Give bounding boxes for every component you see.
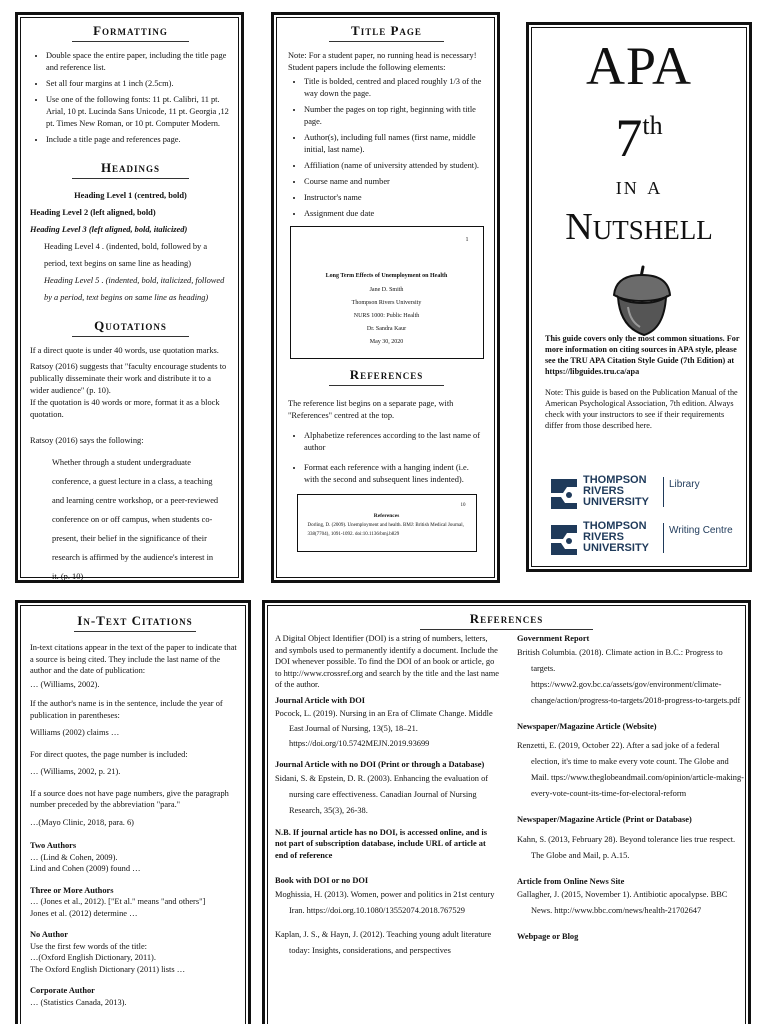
tru-logo-icon bbox=[549, 477, 579, 511]
heading-level-2: Heading Level 2 (left aligned, bold) bbox=[30, 208, 156, 217]
ref-subheading: Newspaper/Magazine Article (Website) bbox=[517, 721, 657, 731]
section-title-references: References bbox=[265, 611, 748, 630]
sample-paper-title: Long Term Effects of Unemployment on Health bbox=[325, 273, 448, 279]
ref-entry-book: Moghissia, H. (2013). Women, power and politics in 21st century Iran. https://doi.org.10.1080/13552074.2018.767529 bbox=[275, 889, 495, 915]
sample-title-page bbox=[290, 226, 484, 359]
quote-intro: Ratsoy (2016) says the following: bbox=[30, 436, 144, 445]
heading-level-1: Heading Level 1 (centred, bold) bbox=[74, 191, 187, 200]
section-title-quotations: Quotations bbox=[30, 318, 231, 337]
quote-rule-long: If the quotation is 40 words or more, format it as a block quotation. bbox=[30, 398, 220, 419]
in-text-rule: Use the first few words of the title: bbox=[30, 941, 147, 951]
section-title-references-side: References bbox=[288, 367, 485, 386]
in-text-subheading: No Author bbox=[30, 930, 68, 939]
in-text-example: … (Lind & Cohen, 2009). bbox=[30, 852, 118, 862]
heading-level-4: Heading Level 4 . (indented, bold, followed by a period, text begins on same line as heading) bbox=[44, 242, 208, 268]
in-text-body bbox=[30, 642, 240, 1008]
ref-subheading: Government Report bbox=[517, 634, 590, 643]
list-item: • Course name and number bbox=[304, 176, 485, 188]
in-text-rule: For direct quotes, the page number is included: bbox=[30, 749, 188, 759]
list-item: • Format each reference with a hanging indent (i.e. with the second and subsequent lines indented). bbox=[304, 462, 485, 486]
in-text-example: Lind and Cohen (2009) found … bbox=[30, 864, 141, 873]
cover-guide-text: This guide covers only the most common situations. For more information on citing sources in APA style, please see the TRU APA Citation Style Guide (7th Edition) at https://libguides.tru.ca/apa bbox=[545, 334, 740, 376]
ref-subheading: Journal Article with no DOI (Print or through a Database) bbox=[275, 760, 485, 769]
ref-subheading: Book with DOI or no DOI bbox=[275, 876, 369, 885]
ref-entry-print: Sidani, S. & Epstein, D. R. (2003). Enhancing the evaluation of nursing care effectiveness. Canadian Journal of Nursing Research, 35(3), 26-38. bbox=[275, 773, 489, 815]
ref-entry-book: Kaplan, J. S., & Hayn, J. (2012). Teaching young adult literature today: Insights, considerations, and perspectives bbox=[275, 929, 492, 955]
in-text-example: …(Oxford English Dictionary, 2011). bbox=[30, 953, 156, 962]
tru-library-logo bbox=[549, 475, 749, 515]
tru-logo-icon bbox=[549, 523, 579, 557]
in-text-subheading: Corporate Author bbox=[30, 986, 95, 995]
list-item: • Author(s), including full names (first name, middle initial, last name). bbox=[304, 132, 485, 156]
ref-entry-news-web: Renzetti, E. (2019, October 22). After a sad joke of a federal election, it's time to make every vote count. The Globe and Mail. ttps://www.theglobeandmail.com/opinion/article-making-every-vote-count-its-time-for-electoral-reform bbox=[517, 741, 744, 798]
ref-subheading: Newspaper/Magazine Article (Print or Database) bbox=[517, 815, 692, 824]
list-item: • Instructor's name bbox=[304, 192, 485, 204]
logo-unit-library: Library bbox=[669, 479, 700, 490]
panel-in-text bbox=[15, 600, 251, 1024]
formatting-list bbox=[30, 50, 231, 146]
doi-intro: A Digital Object Identifier (DOI) is a string of numbers, letters, and symbols used to permanently identify a document. Include the DOI whenever possible. To find the DOI of an book or article, go to http://www.crossref.org and search by the title and the last name of the author. bbox=[275, 634, 499, 689]
panel-references bbox=[262, 600, 751, 1024]
ref-subheading: Webpage or Blog bbox=[517, 932, 579, 941]
title-page-intro: Student papers include the following elements: bbox=[288, 63, 446, 72]
acorn-icon bbox=[602, 263, 682, 343]
sample-page-number: 1 bbox=[465, 237, 469, 243]
title-page-body bbox=[288, 50, 485, 220]
block-quotation: Whether through a student undergraduate conference, a guest lecture in a class, a teaching and learning centre workshop, or a peer-reviewed conference on or off campus, when students co-present, their belief in the significance of their research is affirmed by the audience's interest in it. (p. 10) bbox=[52, 458, 219, 581]
cover-nutshell: Nutshell bbox=[565, 206, 713, 248]
logo-line-1: THOMPSON bbox=[583, 520, 647, 532]
in-text-subheading: Two Authors bbox=[30, 841, 77, 850]
in-text-example: The Oxford English Dictionary (2011) lists … bbox=[30, 964, 186, 974]
in-text-example: Jones et al. (2012) determine … bbox=[30, 908, 138, 918]
references-intro: The reference list begins on a separate page, with "References" centred at the top. bbox=[288, 399, 454, 420]
sample-ref-page-number: 10 bbox=[460, 503, 466, 508]
in-text-example: Williams (2002) claims … bbox=[30, 728, 120, 737]
sample-reference-page bbox=[297, 494, 477, 552]
references-side-body bbox=[288, 398, 485, 486]
list-item: • Use one of the following fonts: 11 pt. Calibri, 11 pt. Arial, 10 pt. Lucinda Sans Unicode, 11 pt. Georgia ,12 pt. Times New Roman, or 10 pt. Computer Modern. bbox=[46, 94, 231, 130]
logo-line-2: RIVERS bbox=[583, 531, 624, 543]
cover-note: Note: This guide is based on the Publication Manual of the American Psychological Association, 7th edition. Always check with your instructors to see if their requirements differ from those described here. bbox=[545, 388, 738, 430]
references-rules-list bbox=[288, 430, 485, 486]
logo-unit-writing-centre: Writing Centre bbox=[669, 525, 733, 536]
title-page-note: Note: For a student paper, no running head is necessary! bbox=[288, 51, 477, 60]
in-text-example: …(Mayo Clinic, 2018, para. 6) bbox=[30, 817, 134, 827]
list-item: • Title is bolded, centred and placed roughly 1/3 of the way down the page. bbox=[304, 76, 485, 100]
cover-th: th bbox=[642, 111, 663, 140]
cover-seventh: 7th bbox=[615, 108, 663, 168]
references-col-left bbox=[275, 633, 499, 959]
logo-line-3: UNIVERSITY bbox=[583, 496, 650, 508]
panel-title-page bbox=[271, 12, 500, 583]
section-title-title-page: Title Page bbox=[288, 23, 485, 42]
quote-example-short: Ratsoy (2016) suggests that "faculty encourage students to publically disseminate their work and distribute it to a wider audience" (p. 10). bbox=[30, 362, 227, 395]
list-item: • Assignment due date bbox=[304, 208, 485, 220]
ref-subheading: Article from Online News Site bbox=[517, 876, 625, 886]
ref-entry-journal: Pocock, L. (2019). Nursing in an Era of Climate Change. Middle East Journal of Nursing, 13(5), 18–21. https://doi.org/10.5742MEJN.2019.93699 bbox=[275, 709, 493, 748]
sample-ref-entry: Dorling, D. (2009). Unemployment and health. BMJ: British Medical Journal, 338(7704), 1091-1092. doi:10.1136/bmj.b829 bbox=[307, 523, 464, 537]
ref-entry-gov: British Columbia. (2018). Climate action in B.C.: Progress to targets. https://www2.gov.bc.ca/assets/gov/environment/climate-change/action/progress-to-targets/2018-progress-to-targets.pdf bbox=[517, 647, 741, 705]
ref-nb: N.B. If journal article has no DOI, is accessed online, and is not part of subscription database, include URL of article at end of reference bbox=[275, 827, 487, 860]
logo-line-2: RIVERS bbox=[583, 485, 624, 497]
headings-list bbox=[30, 187, 231, 306]
ref-entry-news-print: Kahn, S. (2013, February 28). Beyond tolerance lies true respect. The Globe and Mail, p. A.15. bbox=[517, 834, 736, 860]
in-text-intro: In-text citations appear in the text of the paper to indicate that a source is being cited. They include the last name of the author and the date of publication: bbox=[30, 643, 237, 675]
panel-formatting bbox=[15, 12, 244, 583]
cover-in-a: in a bbox=[615, 171, 663, 200]
in-text-rule: If a source does not have page numbers, give the paragraph number preceded by the abbreviation "para." bbox=[30, 788, 229, 809]
ref-entry-online: Gallagher, J. (2015, November 1). Antibiotic apocalypse. BBC News. http://www.bbc.com/news/health-21702647 bbox=[517, 890, 728, 915]
references-col-right bbox=[517, 633, 745, 943]
list-item: • Include a title page and references page. bbox=[46, 134, 231, 146]
in-text-example: … (Williams, 2002). bbox=[30, 679, 100, 689]
quote-rule-short: If a direct quote is under 40 words, use quotation marks. bbox=[30, 346, 219, 355]
in-text-subheading: Three or More Authors bbox=[30, 885, 114, 895]
heading-level-5: Heading Level 5 . (indented, bold, italicized, followed by a period, text begins on same line as heading) bbox=[44, 276, 225, 302]
heading-level-3: Heading Level 3 (left aligned, bold, italicized) bbox=[30, 225, 188, 234]
list-item: • Number the pages on top right, beginning with title page. bbox=[304, 104, 485, 128]
title-page-list bbox=[288, 76, 485, 220]
in-text-rule: If the author's name is in the sentence, include the year of publication in parentheses: bbox=[30, 699, 223, 720]
in-text-example: … (Williams, 2002, p. 21). bbox=[30, 767, 121, 776]
section-title-in-text: In-Text Citations bbox=[30, 613, 240, 632]
list-item: • Affiliation (name of university attended by student). bbox=[304, 160, 485, 172]
section-title-formatting: Formatting bbox=[30, 23, 231, 42]
logo-line-1: THOMPSON bbox=[583, 474, 647, 486]
sample-ref-title: References bbox=[373, 513, 400, 519]
quotations-body bbox=[30, 345, 231, 583]
list-item: • Alphabetize references according to the last name of author bbox=[304, 430, 485, 454]
tru-writing-centre-logo bbox=[549, 521, 749, 561]
logo-line-3: UNIVERSITY bbox=[583, 542, 650, 554]
in-text-example: … (Statistics Canada, 2013). bbox=[30, 997, 127, 1007]
ref-subheading: Journal Article with DOI bbox=[275, 695, 366, 705]
panel-cover bbox=[526, 22, 752, 572]
list-item: • Double space the entire paper, including the title page and reference list. bbox=[46, 50, 231, 74]
section-title-headings: Headings bbox=[30, 160, 231, 179]
sample-paper-details: Jane D. Smith Thompson Rivers University NURS 1000: Public Health Dr. Sandra Kaur May 30, 2020 bbox=[351, 287, 422, 345]
list-item: • Set all four margins at 1 inch (2.5cm). bbox=[46, 78, 231, 90]
in-text-example: … (Jones et al., 2012). ["Et al." means "and others"] bbox=[30, 897, 206, 906]
cover-apa: APA bbox=[585, 36, 693, 96]
